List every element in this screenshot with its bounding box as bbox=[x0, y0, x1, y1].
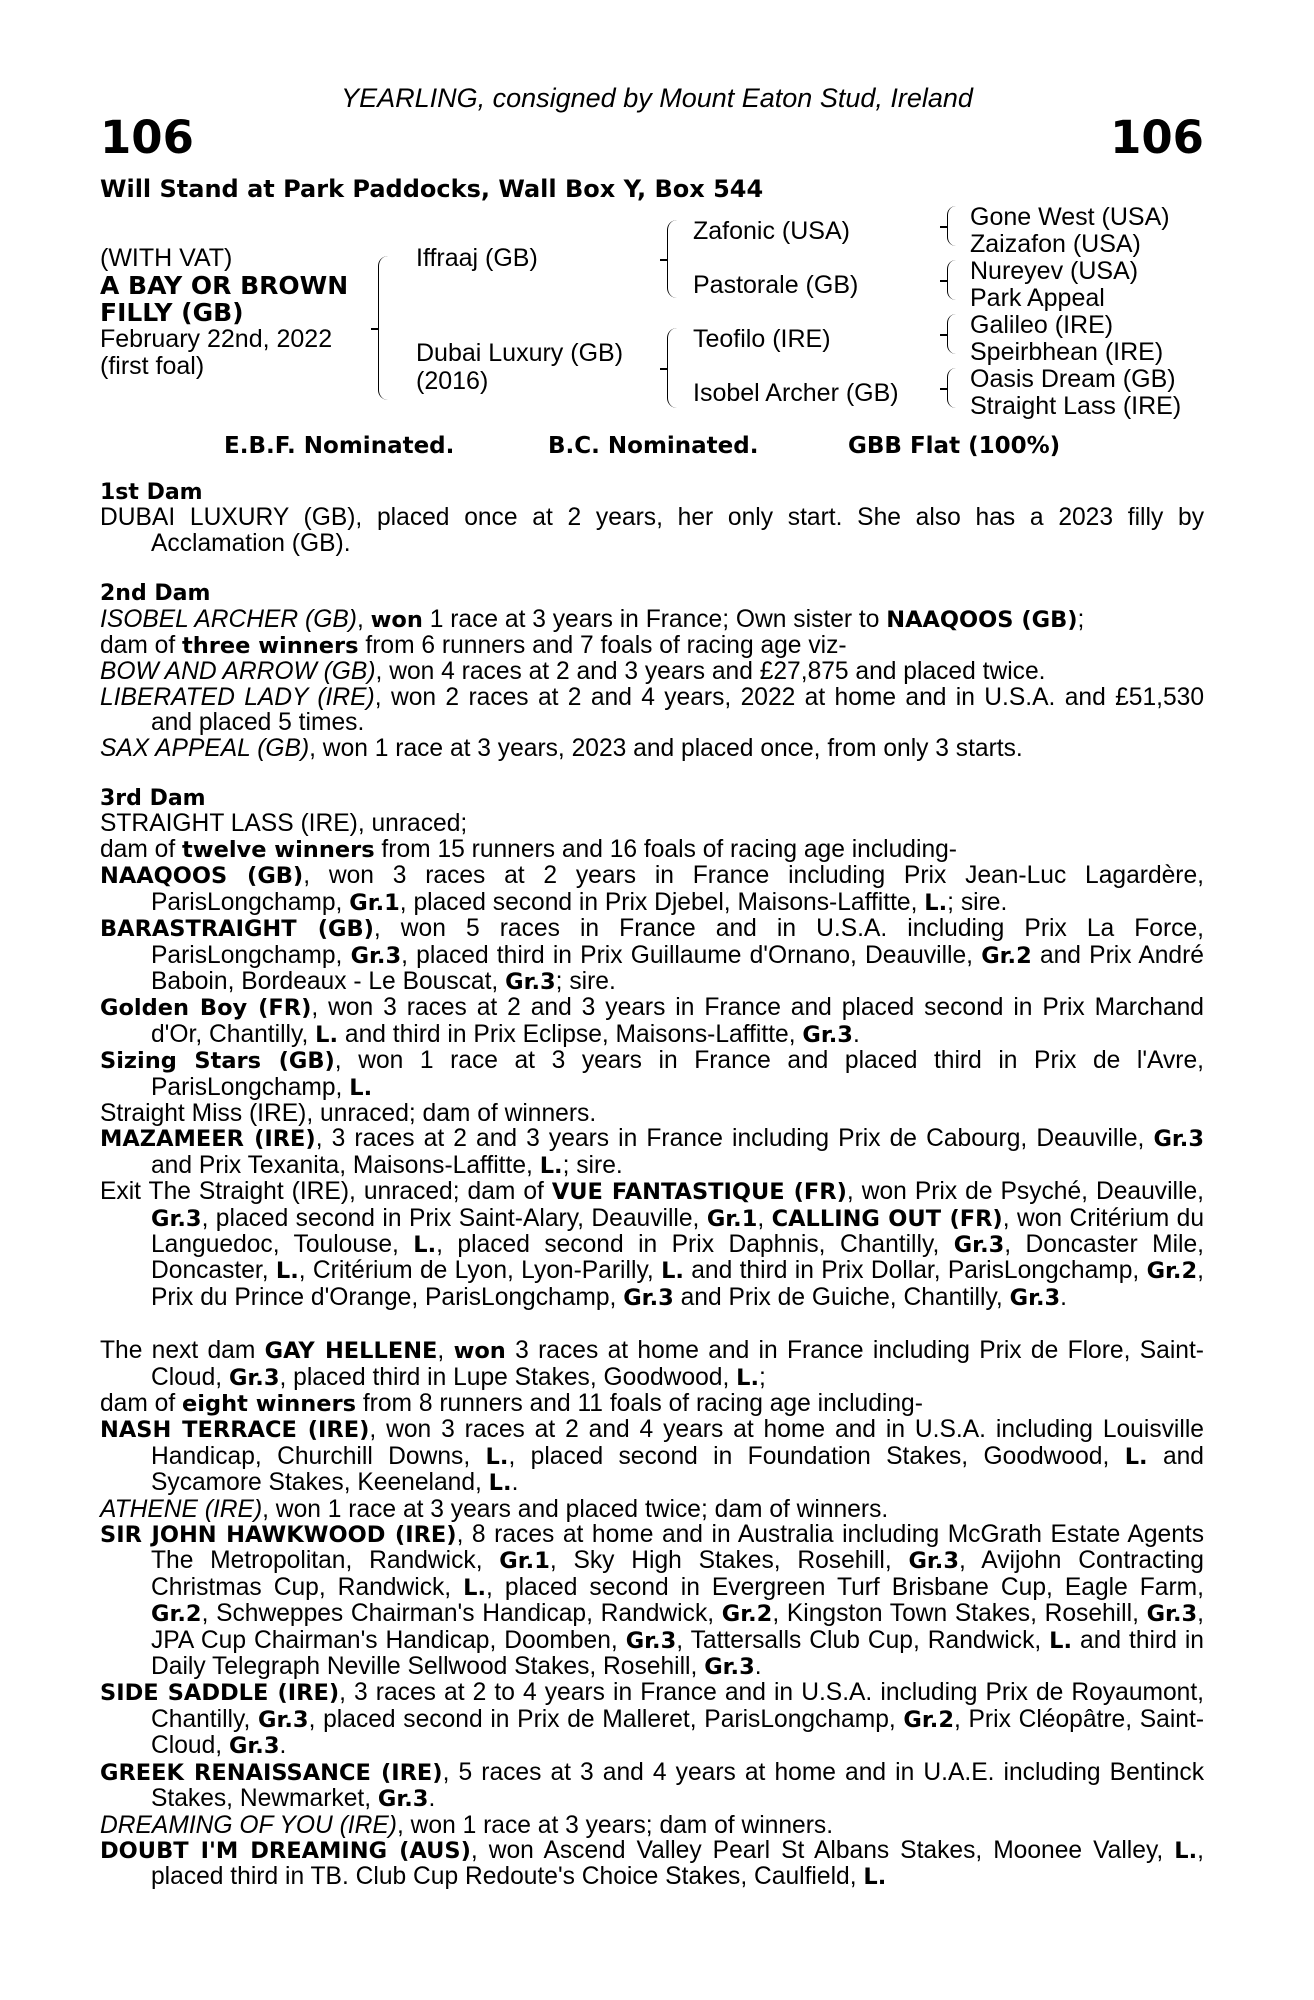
foal-note: (first foal) bbox=[100, 352, 205, 380]
progeny-greek-renaissance: GREEK RENAISSANCE (IRE), 5 races at 3 and 4 years at home and in U.A.E. including Bentinck Stakes, Newmarket, Gr.3. bbox=[100, 1758, 1205, 1813]
second-dam-line: ISOBEL ARCHER (GB), won 1 race at 3 years in France; Own sister to NAAQOOS (GB); bbox=[100, 605, 1085, 633]
pedigree-sire-sire: Zafonic (USA) bbox=[693, 217, 850, 245]
horse-title-line1: A BAY OR BROWN bbox=[100, 271, 349, 300]
progeny-sir-john-hawkwood: SIR JOHN HAWKWOOD (IRE), 8 races at home and in Australia including McGrath Estate Agents The Metropolitan, Randwick, Gr.1, Sky High Stakes, Rosehill, Gr.3, Avijohn Contracting Christmas Cup, Randwick, L., placed second in Evergreen Turf Brisbane Cup, Eagle Farm, Gr.2, Schweppes Chairman's Handicap, Randwick, Gr.2, Kingston Town Stakes, Rosehill, Gr.3, JPA Cup Chairman's Handicap, Doomben, Gr.3, Tattersalls Club Cup, Randwick, L. and third in Daily Telegraph Neville Sellwood Stakes, Rosehill, Gr.3. bbox=[100, 1521, 1204, 1681]
progeny-golden-boy: Golden Boy (FR), won 3 races at 2 and 3 years in France and placed second in Prix Marchand d'Or, Chantilly, L. and third in Prix Eclipse, Maisons-Laffitte, Gr.3. bbox=[100, 994, 1204, 1048]
progeny-liberated-lady: LIBERATED LADY (IRE), won 2 races at 2 and 4 years, 2022 at home and in U.S.A. and £51,530 and placed 5 times. bbox=[100, 683, 1204, 737]
progeny-mazameer: MAZAMEER (IRE), 3 races at 2 and 3 years in France including Prix de Cabourg, Deauville, Gr.3 and Prix Texanita, Maisons-Laffitte, L.; sire. bbox=[100, 1125, 1204, 1179]
pedigree-brace-1 bbox=[378, 256, 391, 400]
pedigree-g3-5: Galileo (IRE) bbox=[970, 311, 1114, 339]
progeny-sax-appeal: SAX APPEAL (GB), won 1 race at 3 years, 2023 and placed once, from only 3 starts. bbox=[100, 734, 1023, 762]
pedigree-dam-dam: Isobel Archer (GB) bbox=[693, 379, 899, 407]
progeny-dreaming-of-you: DREAMING OF YOU (IRE), won 1 race at 3 years; dam of winners. bbox=[100, 1811, 834, 1839]
second-dam-damof: dam of three winners from 6 runners and 7 foals of racing age viz- bbox=[100, 632, 847, 660]
progeny-nash-terrace: NASH TERRACE (IRE), won 3 races at 2 and 4 years at home and in U.S.A. including Louisville Handicap, Churchill Downs, L., placed second in Foundation Stakes, Goodwood, L. and Sycamore Stakes, Keeneland, L.. bbox=[100, 1416, 1204, 1497]
third-dam-heading: 3rd Dam bbox=[100, 786, 206, 812]
horse-title-line2: FILLY (GB) bbox=[100, 298, 244, 327]
pedigree-dam-year: (2016) bbox=[416, 367, 489, 395]
pedigree-sire-dam: Pastorale (GB) bbox=[693, 271, 859, 299]
progeny-bow-and-arrow: BOW AND ARROW (GB), won 4 races at 2 and 3 years and £27,875 and placed twice. bbox=[100, 658, 1046, 686]
catalogue-body bbox=[100, 480, 1204, 1891]
foaling-date: February 22nd, 2022 bbox=[100, 325, 333, 353]
next-dam-line: The next dam GAY HELLENE, won 3 races at home and in France including Prix de Flore, Saint-Cloud, Gr.3, placed third in Lupe Stakes, Goodwood, L.; bbox=[100, 1337, 1204, 1391]
pedigree-brace-6 bbox=[947, 314, 956, 354]
third-dam-line: STRAIGHT LASS (IRE), unraced; bbox=[100, 810, 468, 838]
pedigree-g3-1: Gone West (USA) bbox=[970, 203, 1170, 231]
spacer bbox=[100, 556, 1204, 581]
lot-number-right: 106 bbox=[1110, 111, 1204, 164]
pedigree-brace-4 bbox=[947, 206, 956, 246]
vat-note: (WITH VAT) bbox=[100, 244, 233, 272]
progeny-athene: ATHENE (IRE), won 1 race at 3 years and placed twice; dam of winners. bbox=[100, 1495, 889, 1523]
progeny-exit-the-straight: Exit The Straight (IRE), unraced; dam of VUE FANTASTIQUE (FR), won Prix de Psyché, Deauville, Gr.3, placed second in Prix Saint-Alary, Deauville, Gr.1, CALLING OUT (FR), won Critérium du Languedoc, Toulouse, L., placed second in Prix Daphnis, Chantilly, Gr.3, Doncaster Mile, Doncaster, L., Critérium de Lyon, Lyon-Parilly, L. and third in Prix Dollar, ParisLongchamp, Gr.2, Prix du Prince d'Orange, ParisLongchamp, Gr.3 and Prix de Guiche, Chantilly, Gr.3. bbox=[100, 1178, 1205, 1311]
lot-number-left: 106 bbox=[100, 111, 194, 164]
pedigree-brace-7 bbox=[947, 368, 956, 408]
progeny-sizing-stars: Sizing Stars (GB), won 1 race at 3 years in France and placed third in Prix de l'Avre, ParisLongchamp, L. bbox=[100, 1047, 1204, 1101]
spacer bbox=[100, 761, 1204, 786]
pedigree-g3-7: Oasis Dream (GB) bbox=[970, 365, 1176, 393]
third-dam-damof: dam of twelve winners from 15 runners and 16 foals of racing age including- bbox=[100, 835, 957, 863]
pedigree-brace-5 bbox=[947, 260, 956, 300]
ebf-nomination: E.B.F. Nominated. bbox=[224, 433, 455, 459]
progeny-barastraight: BARASTRAIGHT (GB), won 5 races in France and in U.S.A. including Prix La Force, ParisLongchamp, Gr.3, placed third in Prix Guillaume d'Ornano, Deauville, Gr.2 and Prix André Baboin, Bordeaux - Le Bouscat, Gr.3; sire. bbox=[100, 915, 1204, 995]
stand-location: Will Stand at Park Paddocks, Wall Box Y, Box 544 bbox=[100, 175, 764, 203]
pedigree-brace-2 bbox=[667, 220, 678, 298]
pedigree-g3-8: Straight Lass (IRE) bbox=[970, 392, 1182, 420]
spacer bbox=[100, 1311, 1204, 1338]
pedigree-brace-3 bbox=[667, 328, 678, 408]
progeny-naaqoos: NAAQOOS (GB), won 3 races at 2 years in France including Prix Jean-Luc Lagardère, ParisLongchamp, Gr.1, placed second in Prix Djebel, Maisons-Laffitte, L.; sire. bbox=[100, 862, 1204, 916]
pedigree-dam-sire: Teofilo (IRE) bbox=[693, 325, 831, 353]
gbb-flat: GBB Flat (100%) bbox=[848, 433, 1061, 459]
progeny-straight-miss: Straight Miss (IRE), unraced; dam of winners. bbox=[100, 1099, 597, 1127]
consignment-line: YEARLING, consigned by Mount Eaton Stud, Ireland bbox=[341, 83, 973, 113]
pedigree-g3-4: Park Appeal bbox=[970, 284, 1105, 312]
horse-description bbox=[100, 245, 348, 380]
next-dam-damof: dam of eight winners from 8 runners and 11 foals of racing age including- bbox=[100, 1390, 923, 1417]
pedigree-g3-6: Speirbhean (IRE) bbox=[970, 338, 1164, 366]
bc-nomination: B.C. Nominated. bbox=[548, 433, 759, 459]
progeny-doubt-im-dreaming: DOUBT I'M DREAMING (AUS), won Ascend Valley Pearl St Albans Stakes, Moonee Valley, L., placed third in TB. Club Cup Redoute's Choice Stakes, Caulfield, L. bbox=[100, 1836, 1204, 1891]
pedigree-sire: Iffraaj (GB) bbox=[416, 244, 538, 272]
pedigree-g3-3: Nureyev (USA) bbox=[970, 257, 1139, 285]
pedigree-dam: Dubai Luxury (GB) bbox=[416, 339, 624, 367]
progeny-side-saddle: SIDE SADDLE (IRE), 3 races at 2 to 4 years in France and in U.S.A. including Prix de Royaumont, Chantilly, Gr.3, placed second in Prix de Malleret, ParisLongchamp, Gr.2, Prix Cléopâtre, Saint-Cloud, Gr.3. bbox=[100, 1679, 1205, 1760]
first-dam-text: DUBAI LUXURY (GB), placed once at 2 years, her only start. She also has a 2023 filly by Acclamation (GB). bbox=[100, 504, 1204, 557]
second-dam-heading: 2nd Dam bbox=[100, 581, 211, 607]
pedigree-g3-2: Zaizafon (USA) bbox=[970, 230, 1141, 258]
first-dam-heading: 1st Dam bbox=[100, 480, 203, 505]
